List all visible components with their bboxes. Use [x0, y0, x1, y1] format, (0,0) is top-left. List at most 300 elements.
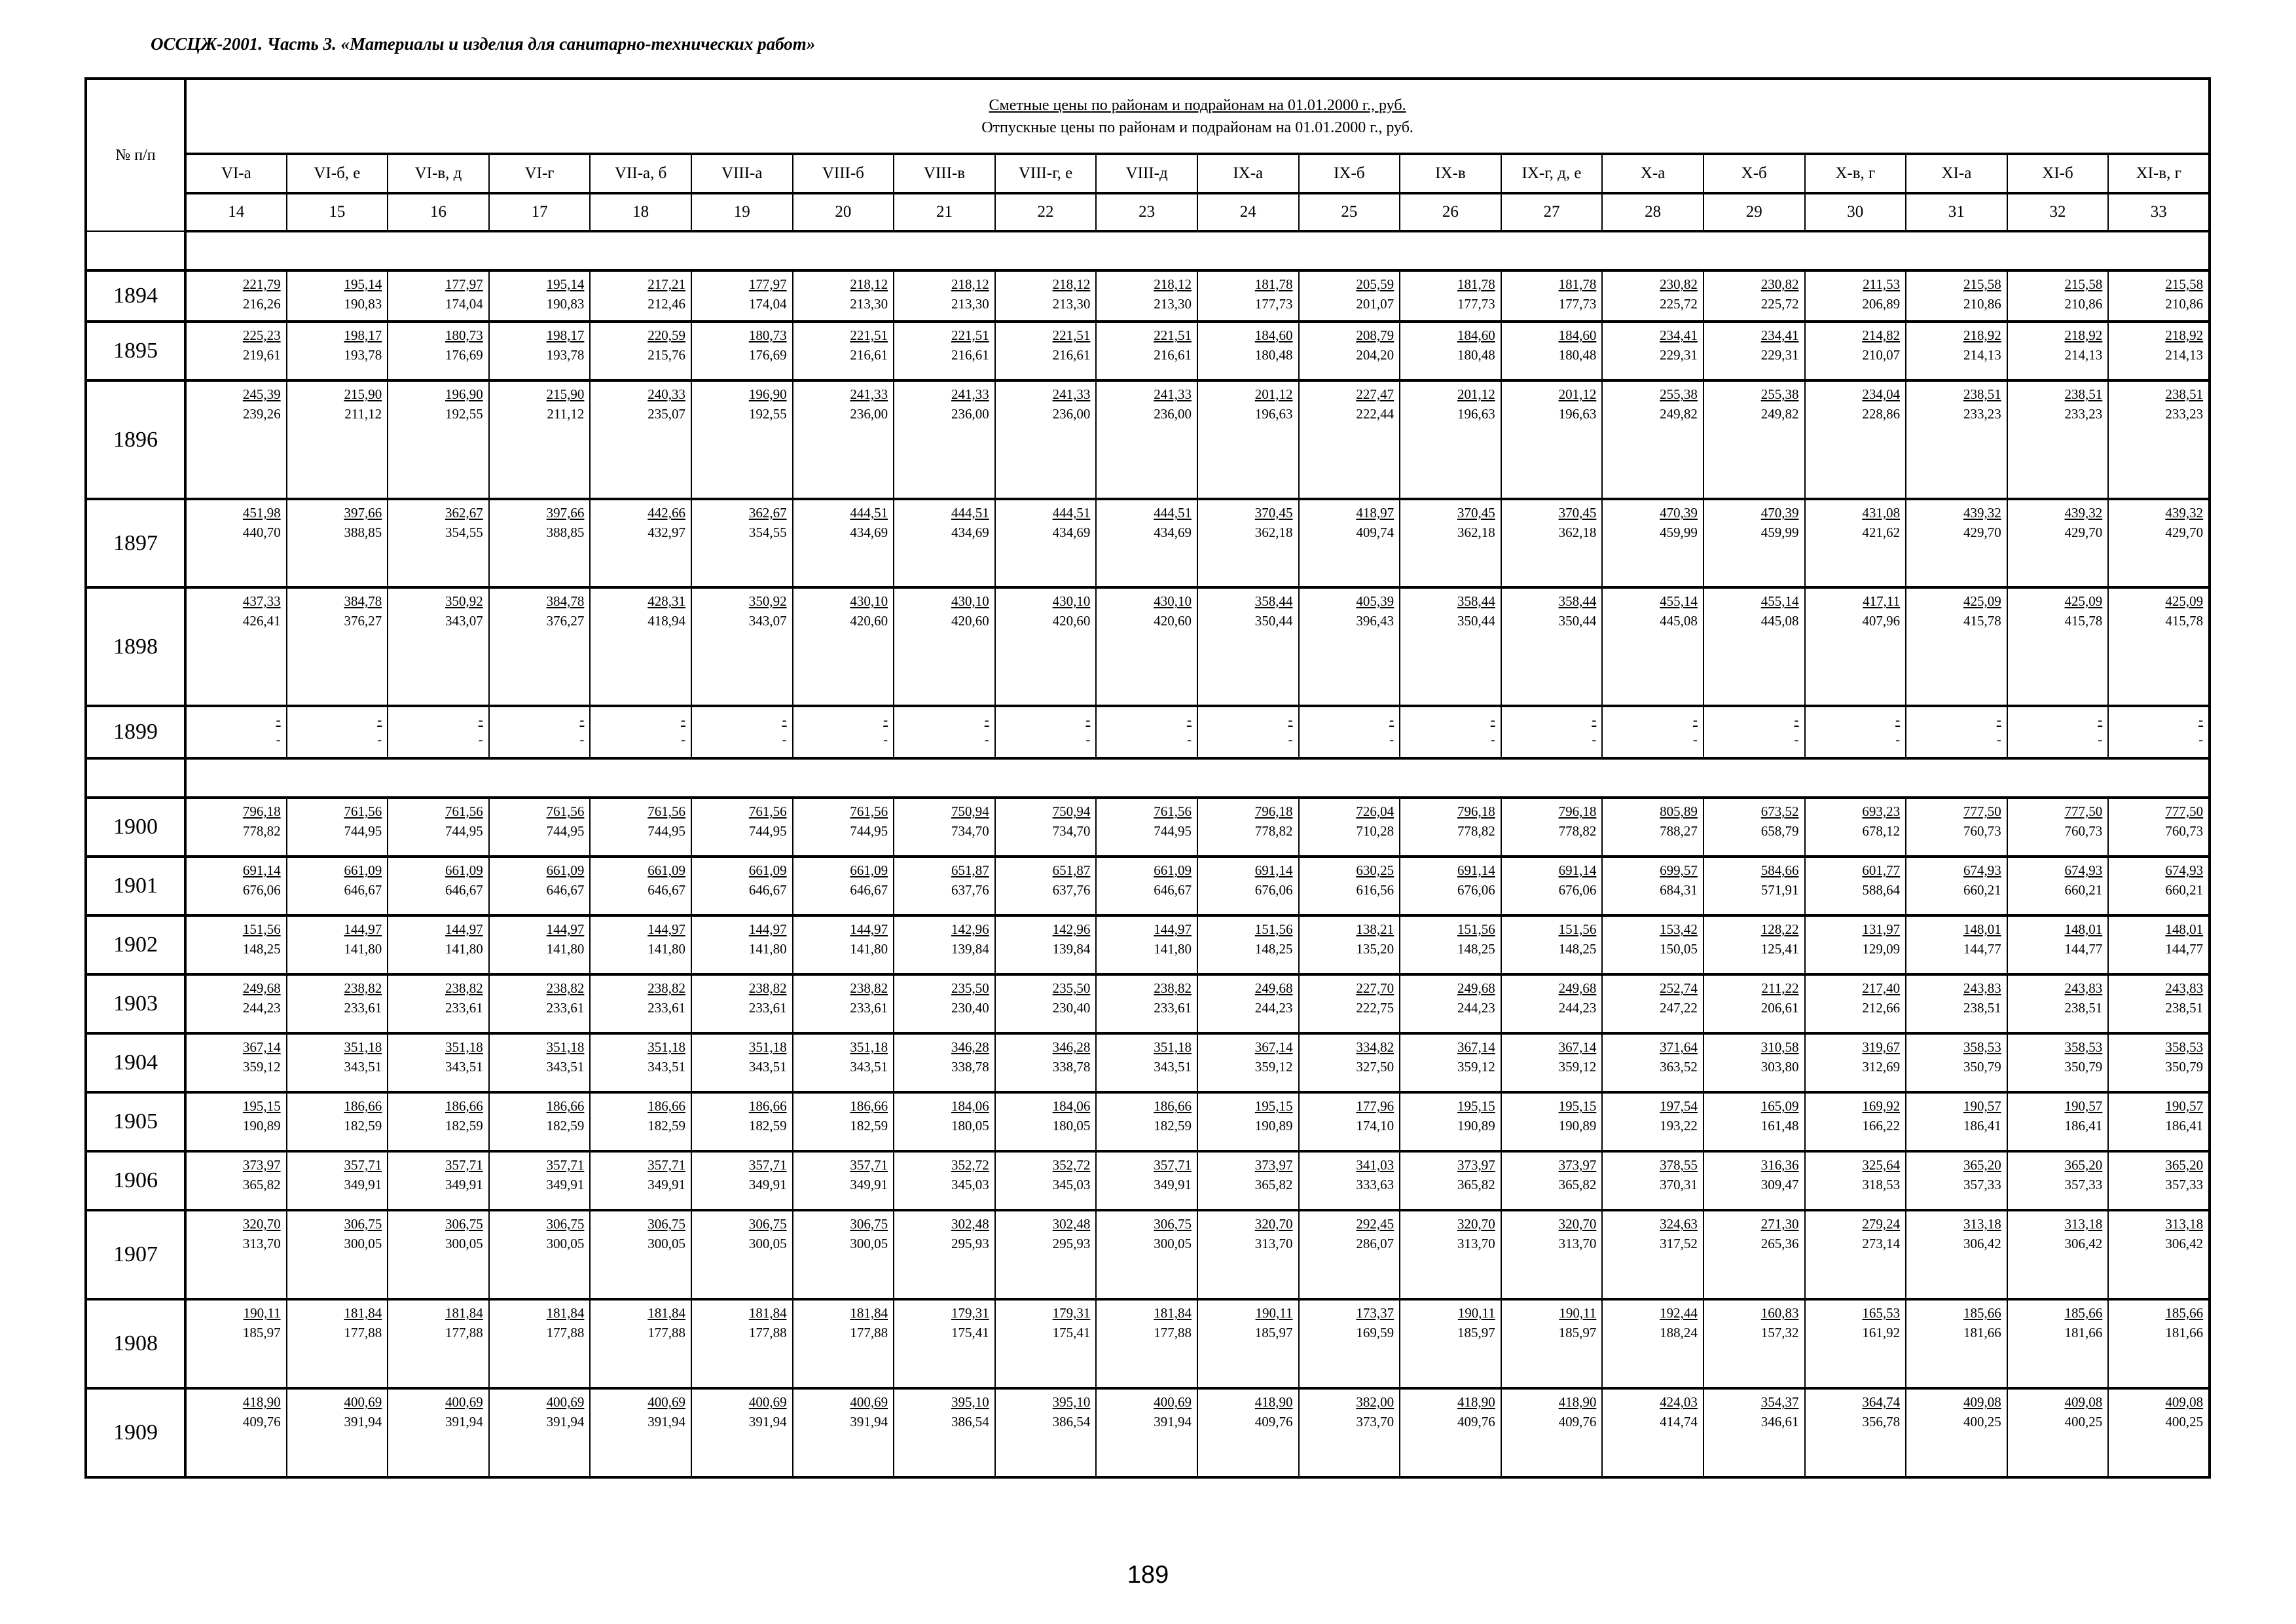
release-price: -	[680, 731, 685, 747]
estimated-price: 243,83	[2064, 980, 2103, 996]
release-price: -	[883, 731, 888, 747]
estimated-price: 357,71	[546, 1157, 585, 1173]
column-number: 25	[1299, 193, 1400, 231]
price-cell	[1197, 1210, 1299, 1299]
price-cell	[388, 270, 489, 322]
release-price: 362,18	[1254, 525, 1293, 540]
estimated-price: 384,78	[344, 593, 382, 609]
table-row	[86, 1033, 2210, 1092]
region-header: IX-г, д, е	[1501, 154, 1603, 193]
price-cell	[489, 1388, 591, 1477]
price-cell	[793, 1092, 894, 1151]
estimated-price: 431,08	[1862, 505, 1901, 521]
estimated-price: 217,40	[1862, 980, 1901, 996]
price-cell	[2007, 499, 2109, 587]
price-cell	[1906, 270, 2007, 322]
price-cell	[2108, 587, 2210, 706]
price-cell	[1805, 915, 1906, 974]
estimated-price: 351,18	[850, 1039, 888, 1055]
price-cell	[1602, 915, 1704, 974]
release-price: 415,78	[2165, 613, 2204, 629]
release-price: 177,88	[546, 1325, 585, 1340]
price-cell	[1096, 1151, 1197, 1210]
region-header: VII-а, б	[590, 154, 691, 193]
release-price: 660,21	[1963, 882, 2001, 898]
release-price: 356,78	[1862, 1414, 1901, 1430]
release-price: 141,80	[445, 941, 483, 957]
release-price: 646,67	[445, 882, 483, 898]
release-price: 676,06	[242, 882, 281, 898]
price-cell	[1501, 1092, 1603, 1151]
estimated-price: 217,21	[647, 276, 685, 292]
price-cell	[1197, 1388, 1299, 1477]
estimated-price: 409,08	[2064, 1394, 2103, 1410]
release-price: 396,43	[1356, 613, 1394, 629]
estimated-price: 185,66	[2064, 1305, 2103, 1321]
price-cell	[1197, 857, 1299, 915]
price-cell	[590, 974, 691, 1033]
price-cell	[1704, 706, 1805, 758]
release-price: 186,41	[1963, 1118, 2001, 1134]
estimated-price: 208,79	[1356, 327, 1394, 343]
price-cell	[1096, 915, 1197, 974]
price-cell	[691, 706, 793, 758]
release-price: 190,89	[1457, 1118, 1495, 1134]
release-price: 300,05	[647, 1236, 685, 1251]
price-cell	[1400, 1151, 1501, 1210]
estimated-price: 173,37	[1356, 1305, 1394, 1321]
estimated-price: 211,53	[1863, 276, 1901, 292]
price-cell	[793, 706, 894, 758]
estimated-price: 424,03	[1660, 1394, 1698, 1410]
price-cell	[793, 380, 894, 499]
price-cell	[1704, 1388, 1805, 1477]
price-cell	[1096, 1299, 1197, 1388]
price-cell	[691, 1299, 793, 1388]
price-cell	[691, 1151, 793, 1210]
price-cell	[1096, 974, 1197, 1033]
release-price: 445,08	[1660, 613, 1698, 629]
estimated-price: 674,93	[2064, 862, 2103, 878]
release-price: 318,53	[1862, 1177, 1901, 1192]
release-price: 345,03	[951, 1177, 989, 1192]
estimated-price: 238,82	[344, 980, 382, 996]
release-price: 141,80	[1154, 941, 1192, 957]
release-price: 350,79	[1963, 1059, 2001, 1075]
column-number: 24	[1197, 193, 1299, 231]
price-cell	[2108, 1388, 2210, 1477]
release-price: 313,70	[1558, 1236, 1597, 1251]
estimated-price: 169,92	[1862, 1098, 1901, 1114]
estimated-price: -	[2098, 712, 2103, 728]
estimated-price: 271,30	[1760, 1216, 1799, 1232]
estimated-price: 306,75	[748, 1216, 787, 1232]
price-cell	[1400, 857, 1501, 915]
release-price: 144,77	[2165, 941, 2204, 957]
release-price: 350,44	[1457, 613, 1495, 629]
release-price: 343,51	[748, 1059, 787, 1075]
release-price: 190,89	[242, 1118, 281, 1134]
release-price: 177,88	[647, 1325, 685, 1340]
release-price: 376,27	[546, 613, 585, 629]
estimated-price: 195,15	[1254, 1098, 1293, 1114]
estimated-price: 430,10	[1154, 593, 1192, 609]
release-price: 376,27	[344, 613, 382, 629]
column-number: 21	[894, 193, 995, 231]
price-cell	[1602, 1299, 1704, 1388]
release-price: 186,41	[2165, 1118, 2204, 1134]
release-price: 135,20	[1356, 941, 1394, 957]
estimated-price: 761,56	[344, 803, 382, 819]
estimated-price: 238,51	[2064, 386, 2103, 402]
estimated-price: 439,32	[2165, 505, 2204, 521]
table-row	[86, 1210, 2210, 1299]
estimated-price: 400,69	[445, 1394, 483, 1410]
estimated-price: 144,97	[850, 921, 888, 937]
price-cell	[995, 1388, 1097, 1477]
estimated-price: 144,97	[445, 921, 483, 937]
estimated-price: 661,09	[850, 862, 888, 878]
price-cell	[185, 1299, 287, 1388]
release-price: -	[1490, 731, 1495, 747]
estimated-price: 430,10	[951, 593, 989, 609]
estimated-price: 234,41	[1760, 327, 1799, 343]
estimated-price: 395,10	[1052, 1394, 1091, 1410]
estimated-price: 442,66	[647, 505, 685, 521]
column-number: 30	[1805, 193, 1906, 231]
release-price: 350,79	[2064, 1059, 2103, 1075]
estimated-price: 192,44	[1660, 1305, 1698, 1321]
release-price: 343,07	[445, 613, 483, 629]
estimated-price: 195,14	[344, 276, 382, 292]
estimated-price: 190,11	[1255, 1305, 1293, 1321]
release-price: 349,91	[647, 1177, 685, 1192]
table-row	[86, 974, 2210, 1033]
release-price: 357,33	[2064, 1177, 2103, 1192]
estimated-price: 151,56	[1558, 921, 1597, 937]
region-header: IX-а	[1197, 154, 1299, 193]
price-cell	[2007, 1299, 2109, 1388]
column-number: 14	[185, 193, 287, 231]
estimated-price: 400,69	[344, 1394, 382, 1410]
price-cell	[1906, 706, 2007, 758]
price-cell	[2007, 270, 2109, 322]
estimated-price: 218,92	[2165, 327, 2204, 343]
column-number: 33	[2108, 193, 2210, 231]
release-price: 141,80	[748, 941, 787, 957]
release-price: 744,95	[546, 823, 585, 839]
release-price: 233,61	[344, 1000, 382, 1016]
release-price: 420,60	[850, 613, 888, 629]
release-price: 445,08	[1760, 613, 1799, 629]
release-price: 343,51	[647, 1059, 685, 1075]
price-cell	[1906, 974, 2007, 1033]
price-cell	[590, 1151, 691, 1210]
price-cell	[1197, 706, 1299, 758]
release-price: 180,05	[951, 1118, 989, 1134]
estimated-price: 691,14	[1457, 862, 1495, 878]
estimated-price: 218,92	[1963, 327, 2001, 343]
release-price: 303,80	[1760, 1059, 1799, 1075]
price-cell	[185, 706, 287, 758]
estimated-price: 601,77	[1862, 862, 1901, 878]
price-cell	[1299, 798, 1400, 857]
release-price: 365,82	[242, 1177, 281, 1192]
estimated-price: 186,66	[445, 1098, 483, 1114]
release-price: 212,66	[1862, 1000, 1901, 1016]
caption-release-prices: Отпускные цены по районам и подрайонам на 01.01.2000 г., руб.	[981, 119, 1413, 136]
release-price: 676,06	[1558, 882, 1597, 898]
release-price: 210,86	[2064, 296, 2103, 312]
estimated-price: 142,96	[1052, 921, 1091, 937]
estimated-price: 238,51	[1963, 386, 2001, 402]
release-price: 148,25	[1558, 941, 1597, 957]
price-cell	[2007, 1033, 2109, 1092]
price-cell	[894, 322, 995, 380]
release-price: 678,12	[1862, 823, 1901, 839]
release-price: 182,59	[1154, 1118, 1192, 1134]
price-cell	[2108, 499, 2210, 587]
estimated-price: 346,28	[1052, 1039, 1091, 1055]
release-price: 778,82	[1457, 823, 1495, 839]
release-price: 414,74	[1660, 1414, 1698, 1430]
release-price: 193,78	[344, 347, 382, 363]
estimated-price: 184,06	[1052, 1098, 1091, 1114]
release-price: 637,76	[1052, 882, 1091, 898]
release-price: 166,22	[1862, 1118, 1901, 1134]
release-price: 216,61	[1154, 347, 1192, 363]
price-cell	[793, 270, 894, 322]
release-price: 185,97	[1254, 1325, 1293, 1340]
price-cell	[1805, 1033, 1906, 1092]
price-cell	[1197, 798, 1299, 857]
release-price: 190,83	[546, 296, 585, 312]
release-price: 349,91	[1154, 1177, 1192, 1192]
release-price: 273,14	[1862, 1236, 1901, 1251]
release-price: 345,03	[1052, 1177, 1091, 1192]
estimated-price: 350,92	[748, 593, 787, 609]
release-price: 660,21	[2064, 882, 2103, 898]
estimated-price: 651,87	[951, 862, 989, 878]
release-price: 233,23	[2165, 406, 2204, 422]
release-price: 211,12	[344, 406, 382, 422]
release-price: -	[1186, 731, 1192, 747]
price-cell	[1299, 1210, 1400, 1299]
release-price: 440,70	[242, 525, 281, 540]
release-price: 365,82	[1558, 1177, 1597, 1192]
estimated-price: 699,57	[1660, 862, 1698, 878]
estimated-price: 128,22	[1760, 921, 1799, 937]
release-price: 391,94	[344, 1414, 382, 1430]
release-price: 144,77	[2064, 941, 2103, 957]
release-price: 300,05	[546, 1236, 585, 1251]
estimated-price: -	[1288, 712, 1293, 728]
estimated-price: 198,17	[546, 327, 585, 343]
release-price: 182,59	[647, 1118, 685, 1134]
price-cell	[1299, 270, 1400, 322]
estimated-price: 358,44	[1558, 593, 1597, 609]
estimated-price: 241,33	[1052, 386, 1091, 402]
price-cell	[1096, 322, 1197, 380]
estimated-price: 796,18	[1254, 803, 1293, 819]
estimated-price: 316,36	[1760, 1157, 1799, 1173]
release-price: 388,85	[546, 525, 585, 540]
estimated-price: 190,11	[1457, 1305, 1495, 1321]
price-cell	[185, 974, 287, 1033]
price-cell	[1299, 857, 1400, 915]
estimated-price: 180,73	[445, 327, 483, 343]
region-header: XI-б	[2007, 154, 2109, 193]
estimated-price: -	[883, 712, 888, 728]
price-cell	[1501, 380, 1603, 499]
price-cell	[1299, 322, 1400, 380]
estimated-price: 418,90	[1457, 1394, 1495, 1410]
estimated-price: 144,97	[546, 921, 585, 937]
price-cell	[590, 1092, 691, 1151]
release-price: 176,69	[445, 347, 483, 363]
estimated-price: 362,67	[748, 505, 787, 521]
release-price: 233,23	[1963, 406, 2001, 422]
release-price: 734,70	[951, 823, 989, 839]
estimated-price: 131,97	[1862, 921, 1901, 937]
release-price: 182,59	[445, 1118, 483, 1134]
price-cell	[995, 1299, 1097, 1388]
release-price: 233,61	[748, 1000, 787, 1016]
price-cell	[793, 1210, 894, 1299]
price-cell	[388, 322, 489, 380]
estimated-price: 320,70	[1558, 1216, 1597, 1232]
release-price: 204,20	[1356, 347, 1394, 363]
release-price: 295,93	[1052, 1236, 1091, 1251]
estimated-price: 805,89	[1660, 803, 1698, 819]
release-price: 129,09	[1862, 941, 1901, 957]
release-price: 418,94	[647, 613, 685, 629]
price-cell	[995, 587, 1097, 706]
release-price: 233,61	[647, 1000, 685, 1016]
release-price: 182,59	[748, 1118, 787, 1134]
release-price: 359,12	[1254, 1059, 1293, 1075]
estimated-price: 365,20	[1963, 1157, 2001, 1173]
estimated-price: 249,68	[1457, 980, 1495, 996]
estimated-price: 181,84	[546, 1305, 585, 1321]
estimated-price: 378,55	[1660, 1157, 1698, 1173]
release-price: 778,82	[1558, 823, 1597, 839]
estimated-price: 761,56	[850, 803, 888, 819]
price-cell	[590, 706, 691, 758]
release-price: 249,82	[1760, 406, 1799, 422]
estimated-price: 319,67	[1862, 1039, 1901, 1055]
price-cell	[1299, 1299, 1400, 1388]
release-price: 180,48	[1254, 347, 1293, 363]
estimated-price: 777,50	[2165, 803, 2204, 819]
release-price: 420,60	[951, 613, 989, 629]
region-header: X-в, г	[1805, 154, 1906, 193]
release-price: 646,67	[344, 882, 382, 898]
price-cell	[2007, 1210, 2109, 1299]
release-price: 409,76	[1254, 1414, 1293, 1430]
estimated-price: 761,56	[445, 803, 483, 819]
estimated-price: -	[579, 712, 585, 728]
release-price: 616,56	[1356, 882, 1394, 898]
release-price: 391,94	[445, 1414, 483, 1430]
estimated-price: 373,97	[1254, 1157, 1293, 1173]
price-cell	[1299, 915, 1400, 974]
price-cell	[691, 915, 793, 974]
estimated-price: -	[1692, 712, 1698, 728]
estimated-price: 227,47	[1356, 386, 1394, 402]
estimated-price: 455,14	[1760, 593, 1799, 609]
price-cell	[590, 1299, 691, 1388]
estimated-price: 249,68	[1254, 980, 1293, 996]
estimated-price: 181,84	[445, 1305, 483, 1321]
release-price: 778,82	[242, 823, 281, 839]
estimated-price: 320,70	[1254, 1216, 1293, 1232]
estimated-price: 144,97	[748, 921, 787, 937]
price-cell	[691, 1388, 793, 1477]
price-cell	[1602, 706, 1704, 758]
release-price: 434,69	[1052, 525, 1091, 540]
estimated-price: 325,64	[1862, 1157, 1901, 1173]
release-price: 225,72	[1760, 296, 1799, 312]
estimated-price: 384,78	[546, 593, 585, 609]
release-price: 357,33	[1963, 1177, 2001, 1192]
estimated-price: 302,48	[1052, 1216, 1091, 1232]
price-cell	[2007, 798, 2109, 857]
estimated-price: 190,57	[2064, 1098, 2103, 1114]
estimated-price: 306,75	[445, 1216, 483, 1232]
release-price: 313,70	[242, 1236, 281, 1251]
estimated-price: 418,90	[242, 1394, 281, 1410]
estimated-price: 181,78	[1457, 276, 1495, 292]
release-price: 409,76	[242, 1414, 281, 1430]
release-price: 177,88	[748, 1325, 787, 1340]
price-cell	[1197, 1299, 1299, 1388]
estimated-price: 651,87	[1052, 862, 1091, 878]
row-number: 1907	[86, 1210, 185, 1299]
estimated-price: 726,04	[1356, 803, 1394, 819]
price-cell	[388, 1092, 489, 1151]
price-cell	[489, 798, 591, 857]
release-price: 215,76	[647, 347, 685, 363]
release-price: 148,25	[1254, 941, 1293, 957]
release-price: 357,33	[2165, 1177, 2204, 1192]
release-price: 141,80	[647, 941, 685, 957]
estimated-price: 186,66	[850, 1098, 888, 1114]
release-price: 400,25	[1963, 1414, 2001, 1430]
release-price: 236,00	[850, 406, 888, 422]
release-price: 229,31	[1760, 347, 1799, 363]
price-cell	[1602, 1033, 1704, 1092]
price-cell	[1096, 1033, 1197, 1092]
release-price: 228,86	[1862, 406, 1901, 422]
release-price: 349,91	[546, 1177, 585, 1192]
release-price: 744,95	[647, 823, 685, 839]
release-price: 588,64	[1862, 882, 1901, 898]
price-cell	[1400, 1210, 1501, 1299]
price-cell	[691, 380, 793, 499]
price-cell	[793, 974, 894, 1033]
estimated-price: 181,78	[1254, 276, 1293, 292]
price-cell	[1704, 1033, 1805, 1092]
price-cell	[2108, 1299, 2210, 1388]
price-cell	[489, 974, 591, 1033]
estimated-price: -	[680, 712, 685, 728]
release-price: 365,82	[1457, 1177, 1495, 1192]
release-price: 235,07	[647, 406, 685, 422]
row-number: 1903	[86, 974, 185, 1033]
price-cell	[1501, 974, 1603, 1033]
estimated-price: 470,39	[1660, 505, 1698, 521]
